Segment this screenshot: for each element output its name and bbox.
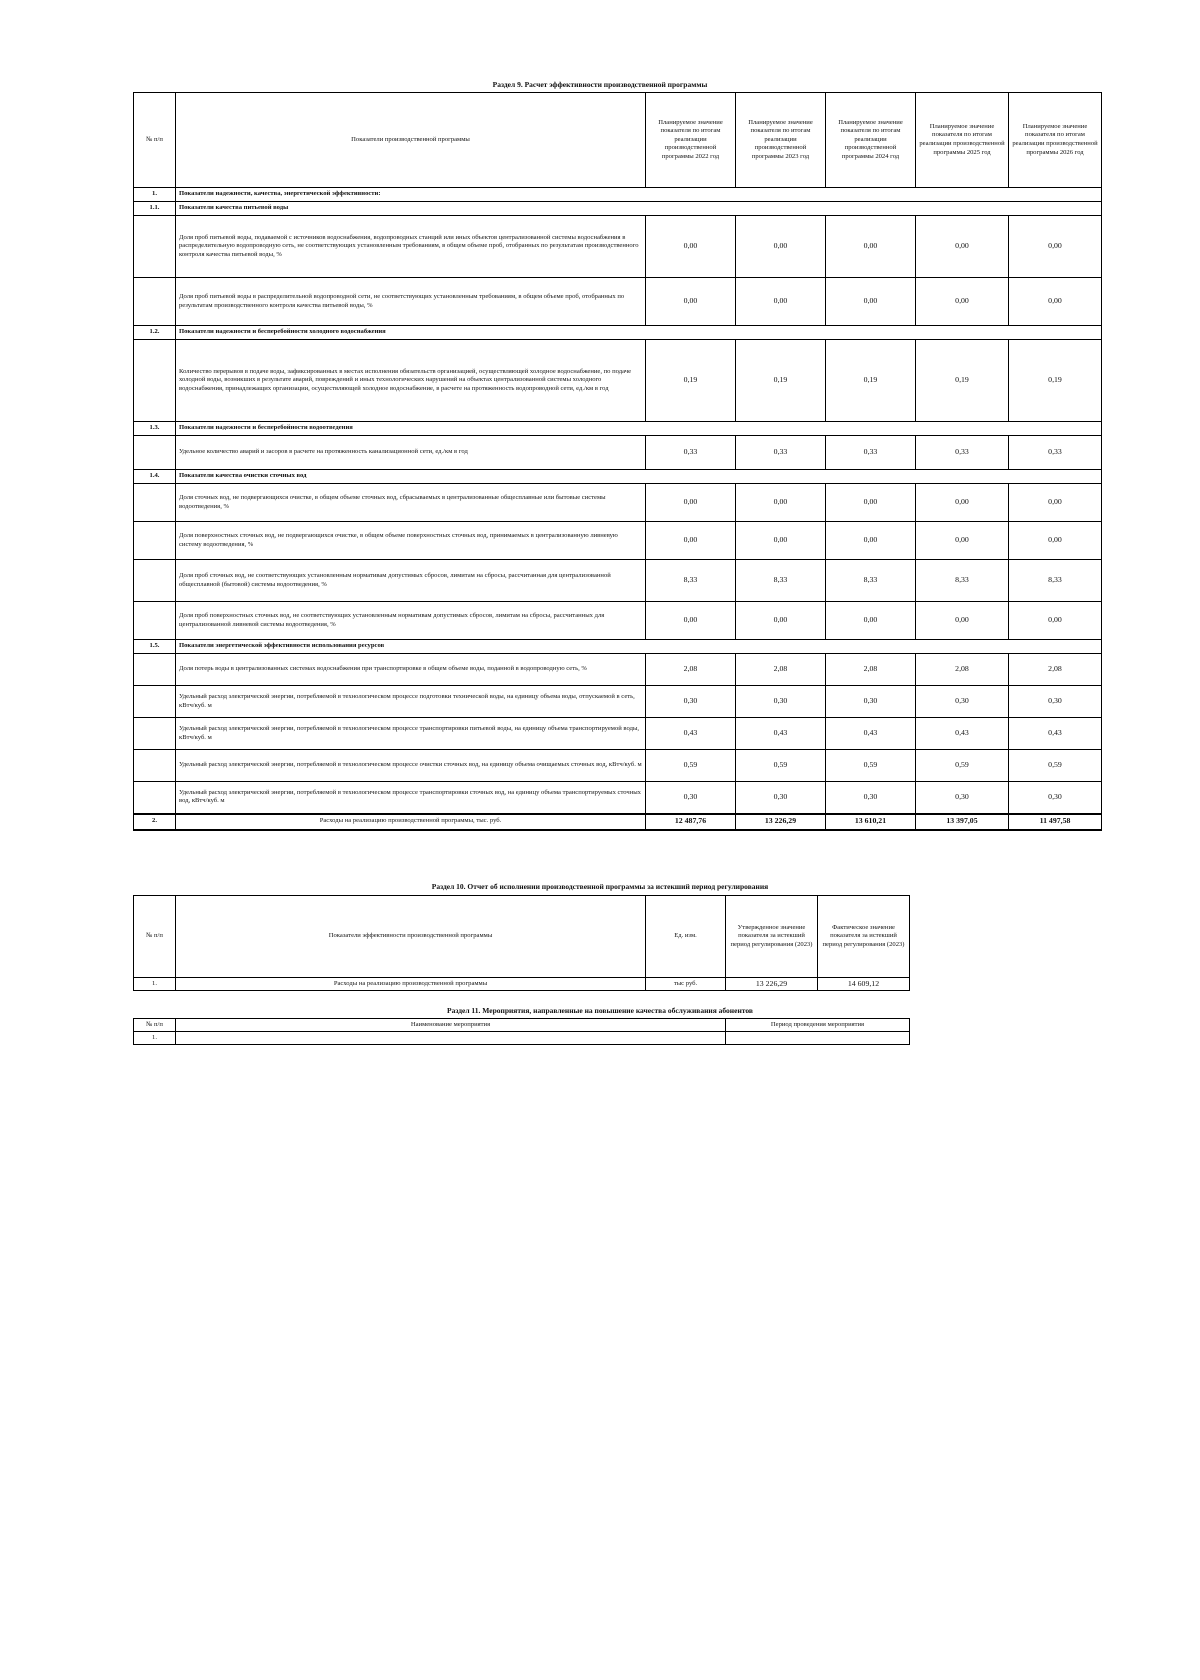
s10-header-approved: Утвержденное значение показателя за истекший период регулирования (2023): [726, 896, 818, 978]
value-2026: 11 497,58: [1009, 814, 1102, 830]
value-2022: 0,00: [646, 522, 736, 560]
table-row: [134, 750, 1102, 782]
section-heading: Показатели надежности, качества, энергетической эффективности:: [176, 188, 1102, 202]
section-row: [134, 326, 1102, 340]
table-row: [134, 560, 1102, 602]
value-2025: 0,00: [916, 484, 1009, 522]
s10-row-actual: 14 609,12: [818, 978, 910, 991]
table-row: [134, 782, 1102, 814]
table-row: [134, 436, 1102, 470]
value-2024: 0,00: [826, 484, 916, 522]
value-2023: 0,00: [736, 216, 826, 278]
section9-header-row: [134, 93, 1102, 188]
row-number: [134, 686, 176, 718]
table-row: [134, 686, 1102, 718]
indicator-label: Удельный расход электрической энергии, потребляемой в технологическом процессе очистки сточных вод, на единицу объема очищаемых сточных вод, кВтч/куб. м: [176, 750, 646, 782]
value-2023: 0,33: [736, 436, 826, 470]
row-number: 1.4.: [134, 470, 176, 484]
section-heading: Показатели качества очистки сточных вод: [176, 470, 1102, 484]
value-2023: 0,19: [736, 340, 826, 422]
table-row: [134, 1032, 910, 1045]
value-2023: 8,33: [736, 560, 826, 602]
row-number: 1.2.: [134, 326, 176, 340]
value-2023: 2,08: [736, 654, 826, 686]
value-2026: 0,19: [1009, 340, 1102, 422]
s10-header-unit: Ед. изм.: [646, 896, 726, 978]
value-2023: 0,30: [736, 782, 826, 814]
table-row: [134, 654, 1102, 686]
value-2022: 0,30: [646, 686, 736, 718]
value-2022: 0,00: [646, 216, 736, 278]
indicator-label: Удельное количество аварий и засоров в расчете на протяженность канализационной сети, ед./км в год: [176, 436, 646, 470]
value-2026: 0,00: [1009, 484, 1102, 522]
value-2025: 0,00: [916, 216, 1009, 278]
row-number: 1.5.: [134, 640, 176, 654]
value-2024: 0,30: [826, 686, 916, 718]
value-2022: 0,33: [646, 436, 736, 470]
total-row: [134, 814, 1102, 830]
section-row: [134, 640, 1102, 654]
value-2022: 2,08: [646, 654, 736, 686]
value-2026: 0,43: [1009, 718, 1102, 750]
row-number: 1.: [134, 188, 176, 202]
indicator-label: Расходы на реализацию производственной программы, тыс. руб.: [176, 814, 646, 830]
value-2023: 0,00: [736, 602, 826, 640]
value-2025: 0,43: [916, 718, 1009, 750]
section-heading: Показатели надежности и бесперебойности холодного водоснабжения: [176, 326, 1102, 340]
indicator-label: Доля проб питьевой воды в распределительной водопроводной сети, не соответствующих установленным требованиям, в общем объеме проб, отобранных по результатам производственного контроля качества питьевой воды, %: [176, 278, 646, 326]
row-number: [134, 216, 176, 278]
section-heading: Показатели качества питьевой воды: [176, 202, 1102, 216]
s11-row-num: 1.: [134, 1032, 176, 1045]
value-2025: 13 397,05: [916, 814, 1009, 830]
row-number: 2.: [134, 814, 176, 830]
table-row: [134, 216, 1102, 278]
value-2026: 0,30: [1009, 782, 1102, 814]
row-number: [134, 654, 176, 686]
value-2026: 0,00: [1009, 602, 1102, 640]
col-header-2024: Планируемое значение показателя по итогам реализации производственной программы 2024 год: [826, 93, 916, 188]
value-2026: 2,08: [1009, 654, 1102, 686]
section11-title: Раздел 11. Мероприятия, направленные на повышение качества обслуживания абонентов: [447, 1006, 753, 1015]
indicator-label: Количество перерывов в подаче воды, зафиксированных в местах исполнения обязательств организацией, осуществляющей холодное водоснабжение, по подаче холодной воды, возникших в результате аварий, повреждений и иных технологических нарушений на объектах централизованной системы холодного водоснабжения, принадлежащих организации, осуществляющей холодное водоснабжение, в расчете на протяженность водопроводной сети, ед./км в год: [176, 340, 646, 422]
row-number: 1.1.: [134, 202, 176, 216]
row-number: 1.3.: [134, 422, 176, 436]
value-2022: 0,43: [646, 718, 736, 750]
value-2026: 8,33: [1009, 560, 1102, 602]
section11-header-row: [134, 1019, 910, 1032]
value-2026: 0,30: [1009, 686, 1102, 718]
table-row: [134, 522, 1102, 560]
value-2025: 0,00: [916, 602, 1009, 640]
value-2024: 0,43: [826, 718, 916, 750]
value-2024: 0,00: [826, 216, 916, 278]
value-2025: 0,30: [916, 686, 1009, 718]
section-row: [134, 422, 1102, 436]
value-2022: 0,00: [646, 602, 736, 640]
value-2023: 0,43: [736, 718, 826, 750]
value-2026: 0,59: [1009, 750, 1102, 782]
row-number: [134, 278, 176, 326]
row-number: [134, 522, 176, 560]
section-heading: Показатели энергетической эффективности использования ресурсов: [176, 640, 1102, 654]
value-2025: 2,08: [916, 654, 1009, 686]
value-2026: 0,33: [1009, 436, 1102, 470]
value-2025: 0,00: [916, 278, 1009, 326]
col-header-indicator: Показатели производственной программы: [176, 93, 646, 188]
col-header-2022: Планируемое значение показателя по итогам реализации производственной программы 2022 год: [646, 93, 736, 188]
value-2025: 0,30: [916, 782, 1009, 814]
value-2022: 0,30: [646, 782, 736, 814]
col-header-num: № п/п: [134, 93, 176, 188]
value-2024: 0,30: [826, 782, 916, 814]
value-2022: 0,00: [646, 484, 736, 522]
s10-row-unit: тыс руб.: [646, 978, 726, 991]
value-2025: 0,59: [916, 750, 1009, 782]
row-number: [134, 782, 176, 814]
value-2022: 0,00: [646, 278, 736, 326]
row-number: [134, 340, 176, 422]
row-number: [134, 560, 176, 602]
section9-title: Раздел 9. Расчет эффективности производственной программы: [492, 80, 708, 89]
indicator-label: Удельный расход электрической энергии, потребляемой в технологическом процессе транспортировки сточных вод, на единицу объема транспортируемых сточных вод, кВтч/куб. м: [176, 782, 646, 814]
value-2025: 8,33: [916, 560, 1009, 602]
value-2024: 13 610,21: [826, 814, 916, 830]
row-number: [134, 718, 176, 750]
value-2026: 0,00: [1009, 522, 1102, 560]
section-row: [134, 470, 1102, 484]
indicator-label: Доля проб сточных вод, не соответствующих установленным нормативам допустимых сбросов, лимитам на сбросы, рассчитанная для централизованной общесплавной (бытовой) системы водоотведения, %: [176, 560, 646, 602]
row-number: [134, 484, 176, 522]
s10-row-approved: 13 226,29: [726, 978, 818, 991]
section10-title: Раздел 10. Отчет об исполнении производственной программы за истекший период регулирования: [431, 882, 769, 891]
value-2024: 0,59: [826, 750, 916, 782]
value-2025: 0,19: [916, 340, 1009, 422]
row-number: [134, 750, 176, 782]
value-2024: 0,00: [826, 522, 916, 560]
value-2023: 0,30: [736, 686, 826, 718]
value-2022: 12 487,76: [646, 814, 736, 830]
table-row: [134, 484, 1102, 522]
col-header-2025: Планируемое значение показателя по итогам реализации производственной программы 2025 год: [916, 93, 1009, 188]
value-2022: 0,19: [646, 340, 736, 422]
value-2026: 0,00: [1009, 216, 1102, 278]
indicator-label: Удельный расход электрической энергии, потребляемой в технологическом процессе подготовки технической воды, на единицу объема воды, отпускаемой в сеть, кВтч/куб. м: [176, 686, 646, 718]
table-row: [134, 718, 1102, 750]
section11-table: [133, 1018, 910, 1045]
s11-row-name: [176, 1032, 726, 1045]
indicator-label: Доля проб поверхностных сточных вод, не соответствующих установленным нормативам допустимых сбросов, лимитам на сбросы, рассчитанных для централизованной ливневой системы водоотведения, %: [176, 602, 646, 640]
col-header-2023: Планируемое значение показателя по итогам реализации производственной программы 2023 год: [736, 93, 826, 188]
value-2024: 0,00: [826, 278, 916, 326]
value-2025: 0,33: [916, 436, 1009, 470]
value-2023: 0,59: [736, 750, 826, 782]
row-number: [134, 602, 176, 640]
s10-row-num: 1.: [134, 978, 176, 991]
value-2023: 0,00: [736, 278, 826, 326]
s10-header-actual: Фактическое значение показателя за истекший период регулирования (2023): [818, 896, 910, 978]
s11-header-name: Наименование мероприятия: [176, 1019, 726, 1032]
s10-row-label: Расходы на реализацию производственной программы: [176, 978, 646, 991]
s11-header-num: № п/п: [134, 1019, 176, 1032]
table-row: [134, 340, 1102, 422]
indicator-label: Удельный расход электрической энергии, потребляемой в технологическом процессе транспортировки питьевой воды, на единицу объема транспортируемой воды, кВтч/куб. м: [176, 718, 646, 750]
value-2024: 8,33: [826, 560, 916, 602]
indicator-label: Доля потерь воды в централизованных системах водоснабжения при транспортировке в общем объеме воды, поданной в водопроводную сеть, %: [176, 654, 646, 686]
section9-table: [133, 92, 1102, 831]
value-2026: 0,00: [1009, 278, 1102, 326]
table-row: [134, 602, 1102, 640]
value-2024: 0,19: [826, 340, 916, 422]
s11-header-period: Период проведения мероприятия: [726, 1019, 910, 1032]
section10-header-row: [134, 896, 910, 978]
value-2023: 0,00: [736, 484, 826, 522]
col-header-2026: Планируемое значение показателя по итогам реализации производственной программы 2026 год: [1009, 93, 1102, 188]
table-row: [134, 278, 1102, 326]
value-2023: 0,00: [736, 522, 826, 560]
s10-header-num: № п/п: [134, 896, 176, 978]
s11-row-period: [726, 1032, 910, 1045]
indicator-label: Доля проб питьевой воды, подаваемой с источников водоснабжения, водопроводных станций или иных объектов централизованной системы водоснабжения в распределительную водопроводную сеть, не соответствующих установленным требованиям, в общем объеме проб, отобранных по результатам производственного контроля качества питьевой воды, %: [176, 216, 646, 278]
section-heading: Показатели надежности и бесперебойности водоотведения: [176, 422, 1102, 436]
value-2022: 0,59: [646, 750, 736, 782]
section-row: [134, 188, 1102, 202]
indicator-label: Доля поверхностных сточных вод, не подвергающихся очистке, в общем объеме поверхностных сточных вод, принимаемых в централизованную ливневую систему водоотведения, %: [176, 522, 646, 560]
indicator-label: Доля сточных вод, не подвергающихся очистке, в общем объеме сточных вод, сбрасываемых в централизованные общесплавные или бытовые системы водоотведения, %: [176, 484, 646, 522]
section9-body: [134, 188, 1102, 830]
s10-header-indicator: Показатели эффективности производственной программы: [176, 896, 646, 978]
row-number: [134, 436, 176, 470]
value-2024: 0,00: [826, 602, 916, 640]
value-2023: 13 226,29: [736, 814, 826, 830]
value-2024: 0,33: [826, 436, 916, 470]
section-row: [134, 202, 1102, 216]
value-2024: 2,08: [826, 654, 916, 686]
value-2025: 0,00: [916, 522, 1009, 560]
table-row: [134, 978, 910, 991]
value-2022: 8,33: [646, 560, 736, 602]
section10-table: [133, 895, 910, 991]
